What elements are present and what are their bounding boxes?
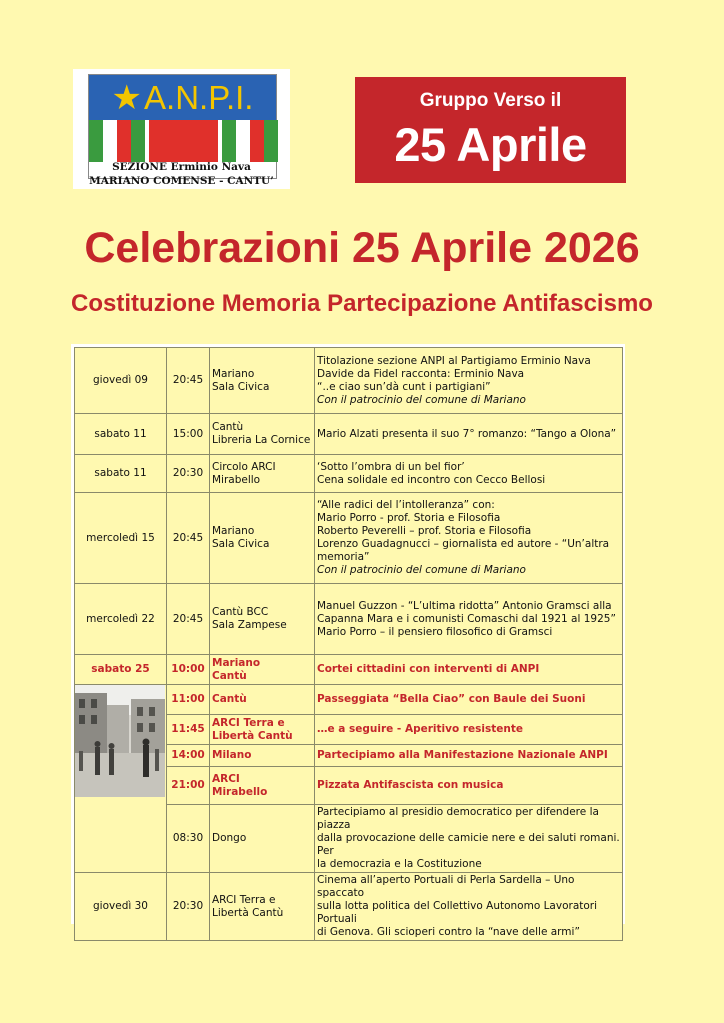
event-place: [210, 414, 315, 455]
event-place-line: Mariano: [212, 525, 255, 537]
badge-line1: Gruppo Verso il: [419, 90, 562, 111]
event-description-line: Mario Porro - prof. Storia e Filosofia: [317, 512, 501, 524]
event-time: 21:00: [167, 767, 210, 805]
event-place-line: ARCI Terra e: [212, 893, 276, 906]
event-description-line: Titolazione sezione ANPI al Partigiamo Erminio Nava: [317, 354, 591, 367]
event-place-line: Mirabello: [212, 473, 261, 486]
events-table: [74, 347, 623, 941]
event-day: sabato 11: [75, 414, 167, 455]
event-place: [210, 685, 315, 715]
event-description: [315, 584, 623, 655]
flag-stripe-green: [131, 120, 145, 162]
anpi-logo: [73, 69, 290, 189]
event-row: [75, 414, 623, 455]
event-description-line: Cena solidale ed incontro con Cecco Bellosi: [317, 473, 546, 486]
event-place-line: Cantù BCC: [212, 606, 269, 618]
event-row: [75, 873, 623, 941]
event-place: [210, 715, 315, 745]
event-description-line: Capanna Mara e i comunisti Comaschi dal 1921 al 1925”: [317, 612, 616, 625]
event-place-line: Sala Civica: [212, 538, 270, 550]
event-description: [315, 745, 623, 767]
event-description-line: …e a seguire - Aperitivo resistente: [317, 723, 523, 735]
event-place: [210, 584, 315, 655]
flag-stripe-red: [250, 120, 264, 162]
event-description-line: Davide da Fidel racconta: Erminio Nava: [317, 367, 525, 380]
event-place: [210, 455, 315, 493]
event-description: [315, 348, 623, 414]
flag-stripe-white: [236, 120, 250, 162]
event-description-line: sulla lotta politica del Collettivo Autonomo Lavoratori Portuali: [317, 900, 598, 925]
event-description-line: “..e ciao sun’dà cunt i partigiani”: [317, 380, 491, 393]
event-description: [315, 455, 623, 493]
event-description-line: ‘Sotto l’ombra di un bel fior’: [317, 460, 465, 473]
event-day: giovedì 09: [75, 348, 167, 414]
flag-stripe-white: [103, 120, 117, 162]
event-row: [75, 455, 623, 493]
event-place-line: Circolo ARCI: [212, 460, 276, 473]
event-day: sabato 25: [75, 655, 167, 685]
event-place-line: Sala Zampese: [212, 619, 287, 631]
event-description-line: “Alle radici del l’intolleranza” con:: [317, 499, 495, 511]
event-place-line: Cantù: [212, 421, 244, 433]
badge-line2: 25 Aprile: [394, 118, 587, 171]
logo-place: MARIANO COMENSE - CANTU’: [89, 175, 274, 187]
historical-parade-photo: [75, 685, 165, 797]
star-icon: ★: [111, 77, 143, 118]
event-description-line: memoria”: [317, 551, 370, 563]
logo-blue-band: [89, 75, 276, 120]
event-time: 20:30: [167, 873, 210, 941]
event-day: giovedì 30: [75, 873, 167, 941]
event-place-line: Libertà Cantù: [212, 906, 284, 919]
photo-cell: [75, 685, 167, 873]
event-description: [315, 414, 623, 455]
event-description: [315, 655, 623, 685]
logo-caption: [73, 160, 290, 188]
event-time: 11:00: [167, 685, 210, 715]
event-row: [75, 584, 623, 655]
event-day: mercoledì 15: [75, 493, 167, 584]
event-place: [210, 767, 315, 805]
flag-stripe-green: [222, 120, 236, 162]
event-time: 20:45: [167, 493, 210, 584]
italian-flag-stripes: [89, 120, 276, 162]
event-place: [210, 493, 315, 584]
event-time: 20:45: [167, 348, 210, 414]
logo-section: SEZIONE Erminio Nava: [112, 161, 251, 173]
page-subtitle: Costituzione Memoria Partecipazione Antifascismo: [71, 290, 653, 317]
event-place-line: ARCI: [212, 772, 240, 785]
event-place-line: Sala Civica: [212, 380, 270, 393]
event-place-line: Libertà Cantù: [212, 729, 293, 742]
event-row: [75, 493, 623, 584]
page-title: Celebrazioni 25 Aprile 2026: [84, 224, 640, 272]
event-time: 15:00: [167, 414, 210, 455]
event-description: [315, 715, 623, 745]
group-badge: [355, 77, 626, 183]
event-row: [75, 685, 623, 715]
event-row: [75, 348, 623, 414]
logo-text: A.N.P.I.: [144, 79, 254, 116]
event-description-line: Lorenzo Guadagnucci – giornalista ed autore - “Un’altra: [317, 538, 610, 550]
event-place-line: Mariano: [212, 367, 255, 380]
event-place-line: Dongo: [212, 832, 247, 844]
event-description-line: Partecipiamo alla Manifestazione Nazionale ANPI: [317, 749, 608, 761]
event-place: [210, 655, 315, 685]
event-place-line: Cantù: [212, 669, 247, 682]
event-time: 10:00: [167, 655, 210, 685]
event-day: mercoledì 22: [75, 584, 167, 655]
event-time: 20:30: [167, 455, 210, 493]
flag-stripe-red: [117, 120, 131, 162]
event-description-line: Roberto Peverelli – prof. Storia e Filosofia: [317, 525, 532, 537]
event-description: [315, 805, 623, 873]
event-place: [210, 348, 315, 414]
event-description-line: Manuel Guzzon - “L’ultima ridotta” Antonio Gramsci alla: [317, 599, 612, 612]
flag-stripe-green: [89, 120, 103, 162]
event-row: [75, 655, 623, 685]
event-description-line: di Genova. Gli scioperi contro la “nave delle armi”: [317, 926, 580, 938]
event-description-line: la democrazia e la Costituzione: [317, 858, 482, 870]
event-description-line: Mario Porro – il pensiero filosofico di Gramsci: [317, 625, 553, 638]
event-description-line: Partecipiamo al presidio democratico per difendere la piazza: [317, 806, 599, 831]
event-day: sabato 11: [75, 455, 167, 493]
flag-stripe-red-center: [149, 120, 218, 162]
flag-stripe-green: [264, 120, 278, 162]
event-time: 08:30: [167, 805, 210, 873]
event-time: 20:45: [167, 584, 210, 655]
event-time: 11:45: [167, 715, 210, 745]
event-place-line: Milano: [212, 749, 252, 761]
event-place-line: ARCI Terra e: [212, 716, 285, 729]
event-description: [315, 685, 623, 715]
event-time: 14:00: [167, 745, 210, 767]
event-place: [210, 745, 315, 767]
event-description-line: Cinema all’aperto Portuali di Perla Sardella – Uno spaccato: [317, 874, 575, 899]
event-description-line: Con il patrocinio del comune di Mariano: [317, 564, 526, 576]
event-place-line: Mariano: [212, 656, 261, 669]
event-description: [315, 873, 623, 941]
event-place-line: Cantù: [212, 693, 247, 705]
event-description-line: Con il patrocinio del comune di Mariano: [317, 393, 526, 406]
event-place: [210, 873, 315, 941]
event-description: [315, 493, 623, 584]
event-description-line: Mario Alzati presenta il suo 7° romanzo: “Tango a Olona”: [317, 427, 617, 440]
event-description: [315, 767, 623, 805]
event-place-line: Libreria La Cornice: [212, 434, 311, 446]
event-description-line: Cortei cittadini con interventi di ANPI: [317, 663, 540, 675]
events-table-frame: [71, 344, 625, 938]
event-place-line: Mirabello: [212, 785, 268, 798]
event-description-line: dalla provocazione delle camicie nere e dei saluti romani. Per: [317, 832, 620, 857]
event-description-line: Passeggiata “Bella Ciao” con Baule dei Suoni: [317, 693, 586, 705]
event-description-line: Pizzata Antifascista con musica: [317, 779, 504, 791]
event-place: [210, 805, 315, 873]
